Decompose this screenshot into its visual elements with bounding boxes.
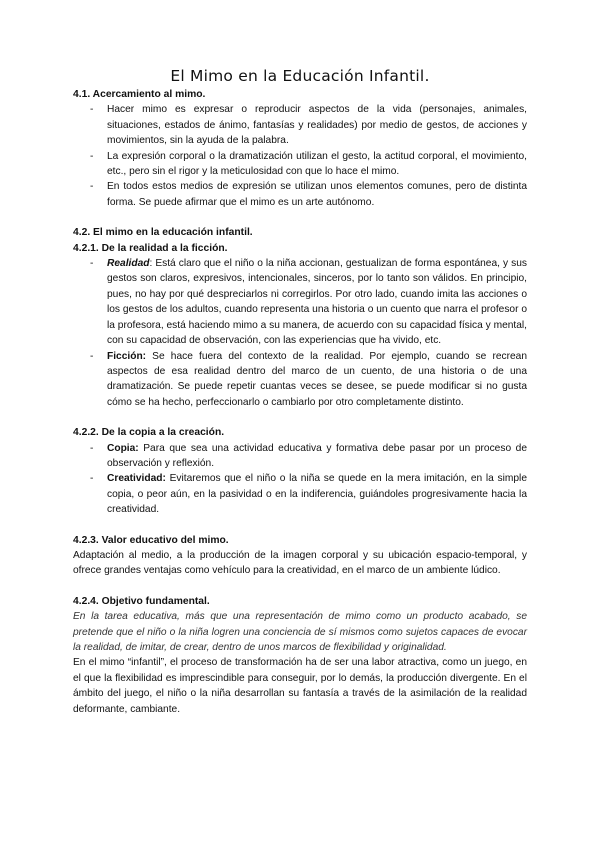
term-creatividad: Creatividad: [107,473,166,485]
section-4-1-heading: 4.1. Acercamiento al mimo. [73,89,206,100]
list-item: - En todos estos medios de expresión se utilizan unos elementos comunes, pero de distinta forma. Se puede afirmar que el mimo es un arte autónomo. [73,179,527,210]
section-4-2-4-heading: 4.2.4. Objetivo fundamental. [73,595,210,607]
section-4-2-2-heading: 4.2.2. De la copia a la creación. [73,427,225,439]
term-ficcion: Ficción: [107,350,147,362]
list-item-realidad [73,256,527,348]
section-4-2-heading: 4.2. El mimo en la educación infantil. [73,227,253,239]
section-4-1-list [73,102,527,210]
section-4-2-3-text: Adaptación al medio, a la producción de la imagen corporal y su ubicación espacio-temporal, y ofrece grandes ventajas como vehículo para la creatividad, en el marco de un ambiente lúdico. [73,549,527,577]
term-realidad: Realidad [107,258,150,270]
list-item-creatividad [73,471,527,517]
document-title: El Mimo en la Educación Infantil. [170,67,430,85]
section-4-2-1-list [73,256,527,410]
list-item: - Hacer mimo es expresar o reproducir aspectos de la vida (personajes, animales, situaciones, estados de ánimo, fantasías y realidades) por medio de gestos, de acciones y movimientos, sin la ayuda de la palabra. [73,102,527,148]
section-4-2-2-list [73,441,527,518]
section-4-2-4-quote: En la tarea educativa, más que una representación de mimo como un producto acabado, se pretende que el niño o la niña logren una conciencia de sí mismos como sujetos capaces de evocar la realidad, de imitar, de crear, dentro de unos marcos de flexibilidad y originalidad. [73,611,527,653]
realidad-text: : Está claro que el niño o la niña accionan, gestualizan de forma espontánea, y sus gestos son claros, expresivos, intencionales, sinceros, por lo tanto son válidos. En principio, pues, no hay por qué despreciarlos ni corregirlos. Por otro lado, cuando imita las acciones o los gestos de los adultos, cuando representa una historia o un cuento que narra el profesor o la profesora, está haciendo mimo a su manera, de acuerdo con su capacidad física y mental, con su capacidad de observación, con las experiencias que ha vivido, etc. [107,258,527,347]
list-item-ficcion [73,349,527,411]
section-4-2-3-heading: 4.2.3. Valor educativo del mimo. [73,534,229,546]
section-4-2-1-heading: 4.2.1. De la realidad a la ficción. [73,242,228,254]
list-item-copia [73,441,527,472]
creatividad-text: Evitaremos que el niño o la niña se quede en la mera imitación, en la simple copia, o peor aún, en la pasividad o en la indiferencia, guiándoles progresivamente hacia la creatividad. [107,473,527,516]
section-4-2-4-text: En el mimo “infantil”, el proceso de transformación ha de ser una labor atractiva, como un juego, en el que la flexibilidad es imprescindible para conseguir, por lo demás, la producción divergente. En el ámbito del juego, el niño o la niña desarrollan su fantasía a través de la asimilación de la realidad deformante, cambiante. [73,657,527,715]
copia-text: Para que sea una actividad educativa y formativa debe pasar por un proceso de observación y reflexión. [107,442,527,469]
list-item: - La expresión corporal o la dramatización utilizan el gesto, la actitud corporal, el movimiento, etc., pero sin el rigor y la meticulosidad con que lo hace el mimo. [73,149,527,180]
term-copia: Copia: [107,442,139,454]
ficcion-text: Se hace fuera del contexto de la realidad. Por ejemplo, cuando se recrean aspectos de esa realidad dentro del marco de un cuento, de una historia o de una dramatización. Se puede repetir cuantas veces se desee, se puede modificar si no gusta cómo se ha hecho, perfeccionarlo o cambiarlo por otro completamente distinto. [107,350,527,408]
